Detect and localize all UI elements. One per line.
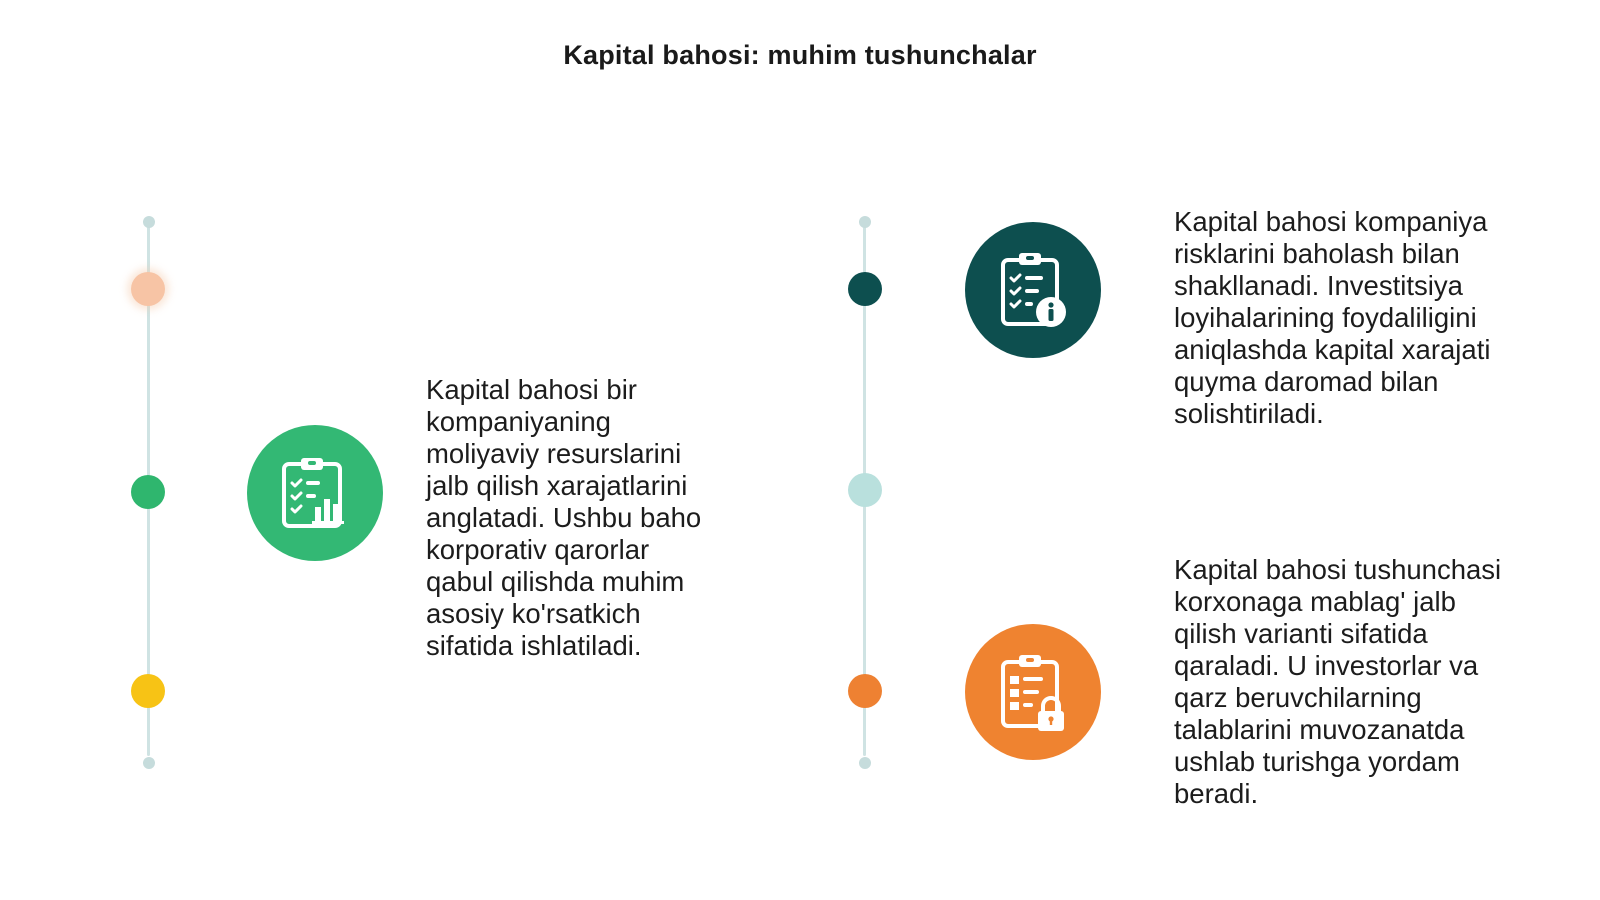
- left-timeline-bottom-cap: [143, 757, 155, 769]
- clipboard-chart-icon: [247, 425, 383, 561]
- item-3-description: Kapital bahosi tushunchasi korxonaga mablag' jalb qilish varianti sifatida qaraladi. U investorlar va qarz beruvchilarning talablarini muvozanatda ushlab turishga yordam beradi.: [1174, 554, 1502, 809]
- clipboard-info-icon: [965, 222, 1101, 358]
- right-timeline-dot-dark-teal: [848, 272, 882, 306]
- left-timeline-dot-yellow: [131, 674, 165, 708]
- right-timeline-dot-orange: [848, 674, 882, 708]
- right-timeline-top-cap: [859, 216, 871, 228]
- left-timeline-top-cap: [143, 216, 155, 228]
- item-1-description: Kapital bahosi bir kompaniyaning moliyaviy resurslarini jalb qilish xarajatlarini anglatadi. Ushbu baho korporativ qarorlar qabul qilishda muhim asosiy ko'rsatkich sifatida ishlatiladi.: [426, 374, 702, 661]
- left-timeline-dot-peach: [131, 272, 165, 306]
- item-2-description: Kapital bahosi kompaniya risklarini baholash bilan shakllanadi. Investitsiya loyihalarining foydaliligini aniqlashda kapital xarajati quyma daromad bilan solishtiriladi.: [1174, 206, 1491, 429]
- left-timeline-dot-green: [131, 475, 165, 509]
- clipboard-lock-icon: [965, 624, 1101, 760]
- right-timeline-dot-light-teal: [848, 473, 882, 507]
- page-title: Kapital bahosi: muhim tushunchalar: [563, 40, 1037, 70]
- right-timeline-bottom-cap: [859, 757, 871, 769]
